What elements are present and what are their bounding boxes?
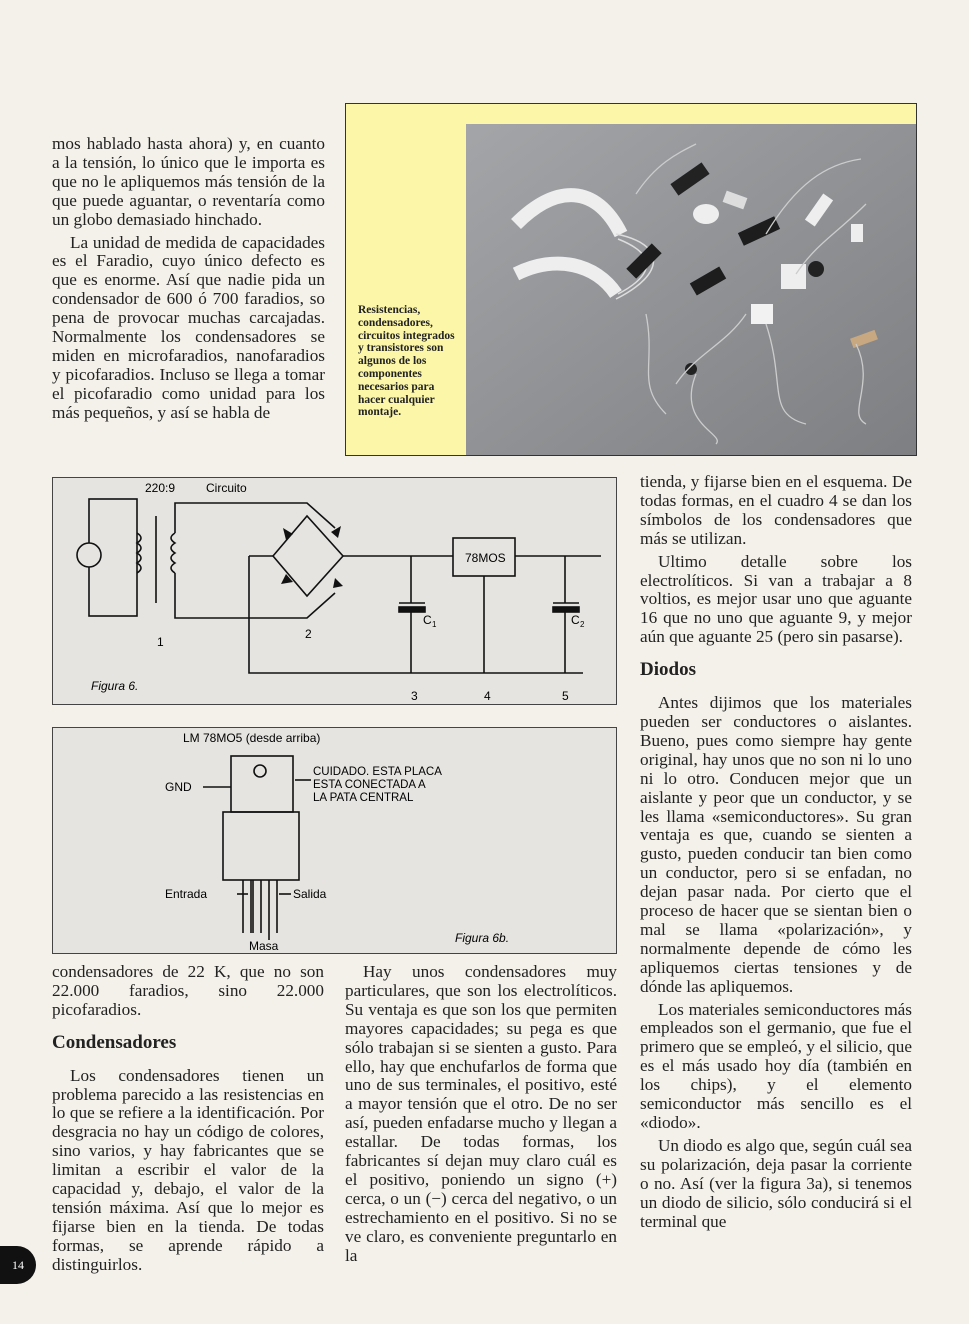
column-3-text — [52, 963, 324, 1279]
paragraph: tienda, y fijarse bien en el esquema. De todas formas, en el cuadro 4 se dan los símbolos de los condensadores que más se utilizan. — [640, 472, 912, 548]
figure-6b-caption: Figura 6b. — [455, 931, 510, 945]
heading-condensadores: Condensadores — [52, 1031, 177, 1053]
gnd-label: GND — [165, 780, 192, 794]
figure-6-schematic — [52, 477, 617, 705]
page-number: 14 — [0, 1246, 36, 1284]
figure-6-label-b: Circuito — [206, 481, 247, 495]
photo-caption: Resistencias, condensadores, circuitos integrados y transistores son algunos de los componentes necesarios para hacer cualquier montaje. — [358, 304, 455, 419]
figure-6-caption: Figura 6. — [91, 679, 139, 693]
warning-line-1: CUIDADO. ESTA PLACA — [313, 766, 442, 778]
paragraph: mos hablado hasta ahora) y, en cuanto a la tensión, lo único que le importa es que no le apliquemos más tensión de la que puede aguantar, o reventaría como un globo demasiado hinchado. — [52, 134, 325, 229]
paragraph: Los materiales semiconductores más empleados son el germanio, que fue el primero que se empleó, y el silicio, que es el más usado hoy día (también en los chips), y el elemento semiconductor más sencillo es el «diodo». — [640, 999, 912, 1132]
paragraph: Un diodo es algo que, según cuál sea su polarización, deja pasar la corriente o no. Así (ver la figura 3a), si tenemos un diodo de silicio, sólo conducirá si el terminal que — [640, 1135, 912, 1231]
node-3: 3 — [411, 689, 418, 703]
paragraph: La unidad de medida de capacidades es el Faradio, cuyo único defecto es que es enorme. Así que nadie pida un condensador de 600 ó 700 faradios, so pena de provocar muchas carcajadas. Normalmente los condensadores se miden en microfaradios, nanofaradios y picofaradios. Incluso se llega a tomar el picofaradio como unidad para los más pequeños, y así se habla de — [52, 232, 325, 422]
c2-label: C — [571, 613, 580, 627]
power-supply-circuit — [53, 478, 616, 704]
column-1-text — [52, 135, 325, 427]
column-2-text — [640, 473, 912, 1235]
components-photo — [466, 124, 916, 455]
node-1: 1 — [157, 635, 164, 649]
paragraph: condensadores de 22 K, que no son 22.000 faradios, sino 22.000 picofaradios. — [52, 962, 324, 1019]
node-4: 4 — [484, 689, 491, 703]
column-4-text — [345, 963, 617, 1270]
c1-sub: 1 — [432, 620, 437, 629]
warning-line-3: LA PATA CENTRAL — [313, 792, 414, 804]
c2-sub: 2 — [580, 620, 585, 629]
regulator-label: 78MOS — [465, 551, 506, 565]
salida-label: Salida — [293, 887, 327, 901]
masa-label: Masa — [249, 939, 279, 953]
regulator-pinout — [53, 728, 616, 953]
node-2: 2 — [305, 627, 312, 641]
components-illustration — [466, 124, 916, 455]
warning-line-2: ESTA CONECTADA A — [313, 779, 426, 791]
entrada-label: Entrada — [165, 887, 208, 901]
paragraph: Hay unos condensadores muy particulares, que son los electrolíticos. Su ventaja es que son los que permiten mayores capacidades; su pega es que sólo trabajan si se sienten a gusto. Para ello, hay que enchufarlos de forma que uno de sus terminales, el positivo, esté a mayor tensión que el otro. De no ser así, pueden enfadarse mucho y llegan a estallar. De todas formas, los fabricantes sí dejan muy claro cuál es el positivo, poniendo un signo (+) cerca, o un (−) cerca del negativo, o un estrechamiento en el positivo. Si no se ve claro, es conveniente preguntarlo en la — [345, 962, 617, 1265]
figure-6b-regulator — [52, 727, 617, 954]
figure-6b-title: LM 78MO5 (desde arriba) — [183, 731, 321, 745]
paragraph: Los condensadores tienen un problema parecido a las resistencias en lo que se refiere a la identificación. Por desgracia no hay un código de colores, sino varios, y hay fabricantes que se limitan a escribir el valor de la capacidad y, debajo, el valor de la tensión máxima. Así que lo mejor es fijarse bien en la tienda. De todas formas, se aprende rápido a distinguirlos. — [52, 1065, 324, 1274]
node-5: 5 — [562, 689, 569, 703]
c1-label: C — [423, 613, 432, 627]
heading-diodos: Diodos — [640, 659, 696, 681]
photo-panel — [345, 103, 917, 456]
figure-6-label-a: 220:9 — [145, 481, 176, 495]
paragraph: Ultimo detalle sobre los electrolíticos. Si van a trabajar a 8 voltios, es mejor usar uno que aguante 16 que no uno que aguante 9, y mejor aún que aguante 25 (pero sin pasarse). — [640, 551, 912, 647]
paragraph: Antes dijimos que los materiales pueden ser conductores o aislantes. Bueno, pues como siempre hay gente original, hay unos que no son ni lo uno ni lo otro. Conducen mejor que un aislante y peor que un conductor, y se les llama «semiconductores». Su gran ventaja es que, cuando se sienten a gusto, pueden conducir tan bien como un conductor, pero si se enfadan, no dejan pasar nada. Por cierto que el proceso de hacer que se sientan bien o mal se llama «polarización», y normalmente depende de cómo les apliquemos ciertas tensiones y de dónde las apliquemos. — [640, 693, 912, 996]
